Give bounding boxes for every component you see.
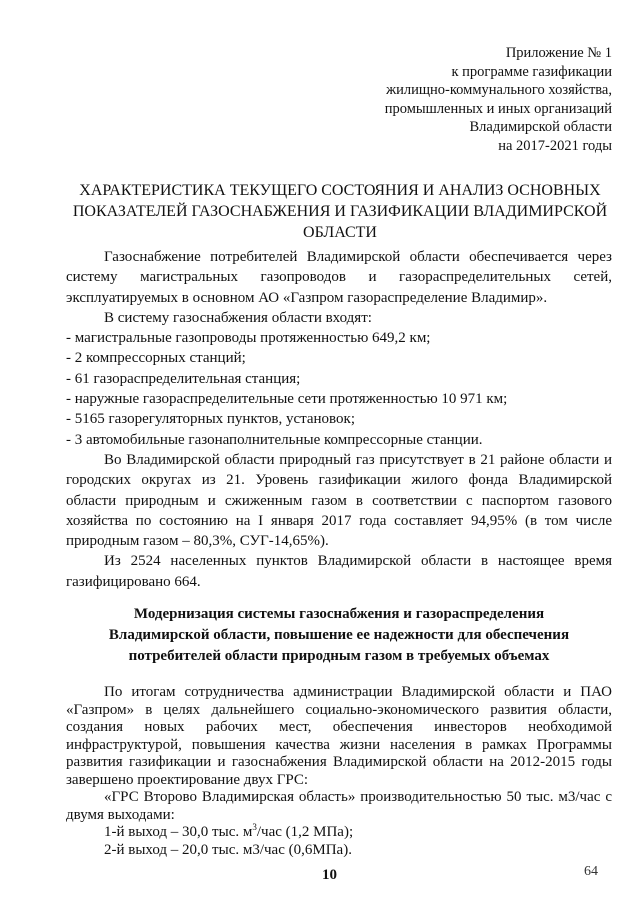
settlements-paragraph: Из 2524 населенных пунктов Владимирской области в настоящее время газифицировано 664.: [66, 553, 612, 590]
gas-presence-paragraph: Во Владимирской области природный газ присутствует в 21 районе области и городских округах из 21. Уровень газификации жилого фонда Владимирской области природным и сжиженным газом в соответствии с паспортом газового хозяйства по состоянию на I января 2017 года составляет 94,95% (в том числе природным газом – 80,3%, СУГ-14,65%).: [66, 451, 612, 550]
appendix-line: Владимирской области: [469, 119, 612, 135]
page-number: 10: [322, 867, 337, 883]
subtitle-line: Модернизация системы газоснабжения и газораспределения: [133, 606, 545, 622]
intro-paragraph: Газоснабжение потребителей Владимирской области обеспечивается через систему магистральных газопроводов и газораспределительных сетей, эксплуатируемых в основном АО «Газпром газораспределение Владимир».: [66, 249, 612, 306]
appendix-line: на 2017-2021 годы: [498, 137, 612, 154]
appendix-line: жилищно-коммунального хозяйства,: [386, 82, 612, 98]
document-title: [70, 180, 610, 243]
cooperation-section: [66, 684, 612, 859]
intro-section: [66, 247, 612, 592]
system-item: - 2 компрессорных станций;: [66, 350, 246, 367]
subtitle-line: Владимирской области, повышение ее надежности для обеспечения: [108, 627, 570, 643]
title-line: ОБЛАСТИ: [303, 224, 377, 241]
output-line-2: 2-й выход – 20,0 тыс. м3/час (0,6МПа).: [104, 841, 352, 858]
system-item: - 5165 газорегуляторных пунктов, установок;: [66, 411, 355, 428]
system-item: - 3 автомобильные газонаполнительные компрессорные станции.: [66, 431, 483, 448]
title-line: ХАРАКТЕРИСТИКА ТЕКУЩЕГО СОСТОЯНИЯ И АНАЛИЗ ОСНОВНЫХ: [79, 182, 601, 199]
output-1-suffix: /час (1,2 МПа);: [256, 824, 354, 840]
sheet-number: 64: [584, 864, 598, 879]
section-subtitle: [66, 604, 612, 667]
grs-paragraph: «ГРС Второво Владимирская область» производительностью 50 тыс. м3/час с двумя выходами:: [66, 789, 612, 823]
system-item: - магистральные газопроводы протяженностью 649,2 км;: [66, 330, 431, 347]
system-item: - 61 газораспределительная станция;: [66, 370, 301, 387]
system-intro: В систему газоснабжения области входят:: [104, 309, 372, 326]
system-item: - наружные газораспределительные сети протяженностью 10 971 км;: [66, 391, 508, 408]
output-1-prefix: 1-й выход – 30,0 тыс. м: [104, 824, 253, 840]
appendix-line: к программе газификации: [451, 63, 612, 80]
output-line-1: [66, 824, 612, 842]
appendix-header: [292, 44, 612, 155]
output-1-superscript: 3: [252, 822, 257, 832]
appendix-line: Приложение № 1: [505, 45, 612, 61]
title-line: ПОКАЗАТЕЛЕЙ ГАЗОСНАБЖЕНИЯ И ГАЗИФИКАЦИИ ВЛАДИМИРСКОЙ: [72, 203, 608, 220]
subtitle-line: потребителей области природным газом в требуемых объемах: [128, 648, 550, 664]
appendix-line: промышленных и иных организаций: [384, 100, 612, 117]
cooperation-paragraph: По итогам сотрудничества администрации Владимирской области и ПАО «Газпром» в целях дальнейшего социально-экономического развития области, создания новых рабочих мест, обеспечения инвесторов необходимой инфраструктурой, повышения качества жизни населения в рамках Программы развития газификации и газоснабжения Владимирской области на 2012-2015 годы завершено проектирование двух ГРС:: [66, 684, 612, 788]
